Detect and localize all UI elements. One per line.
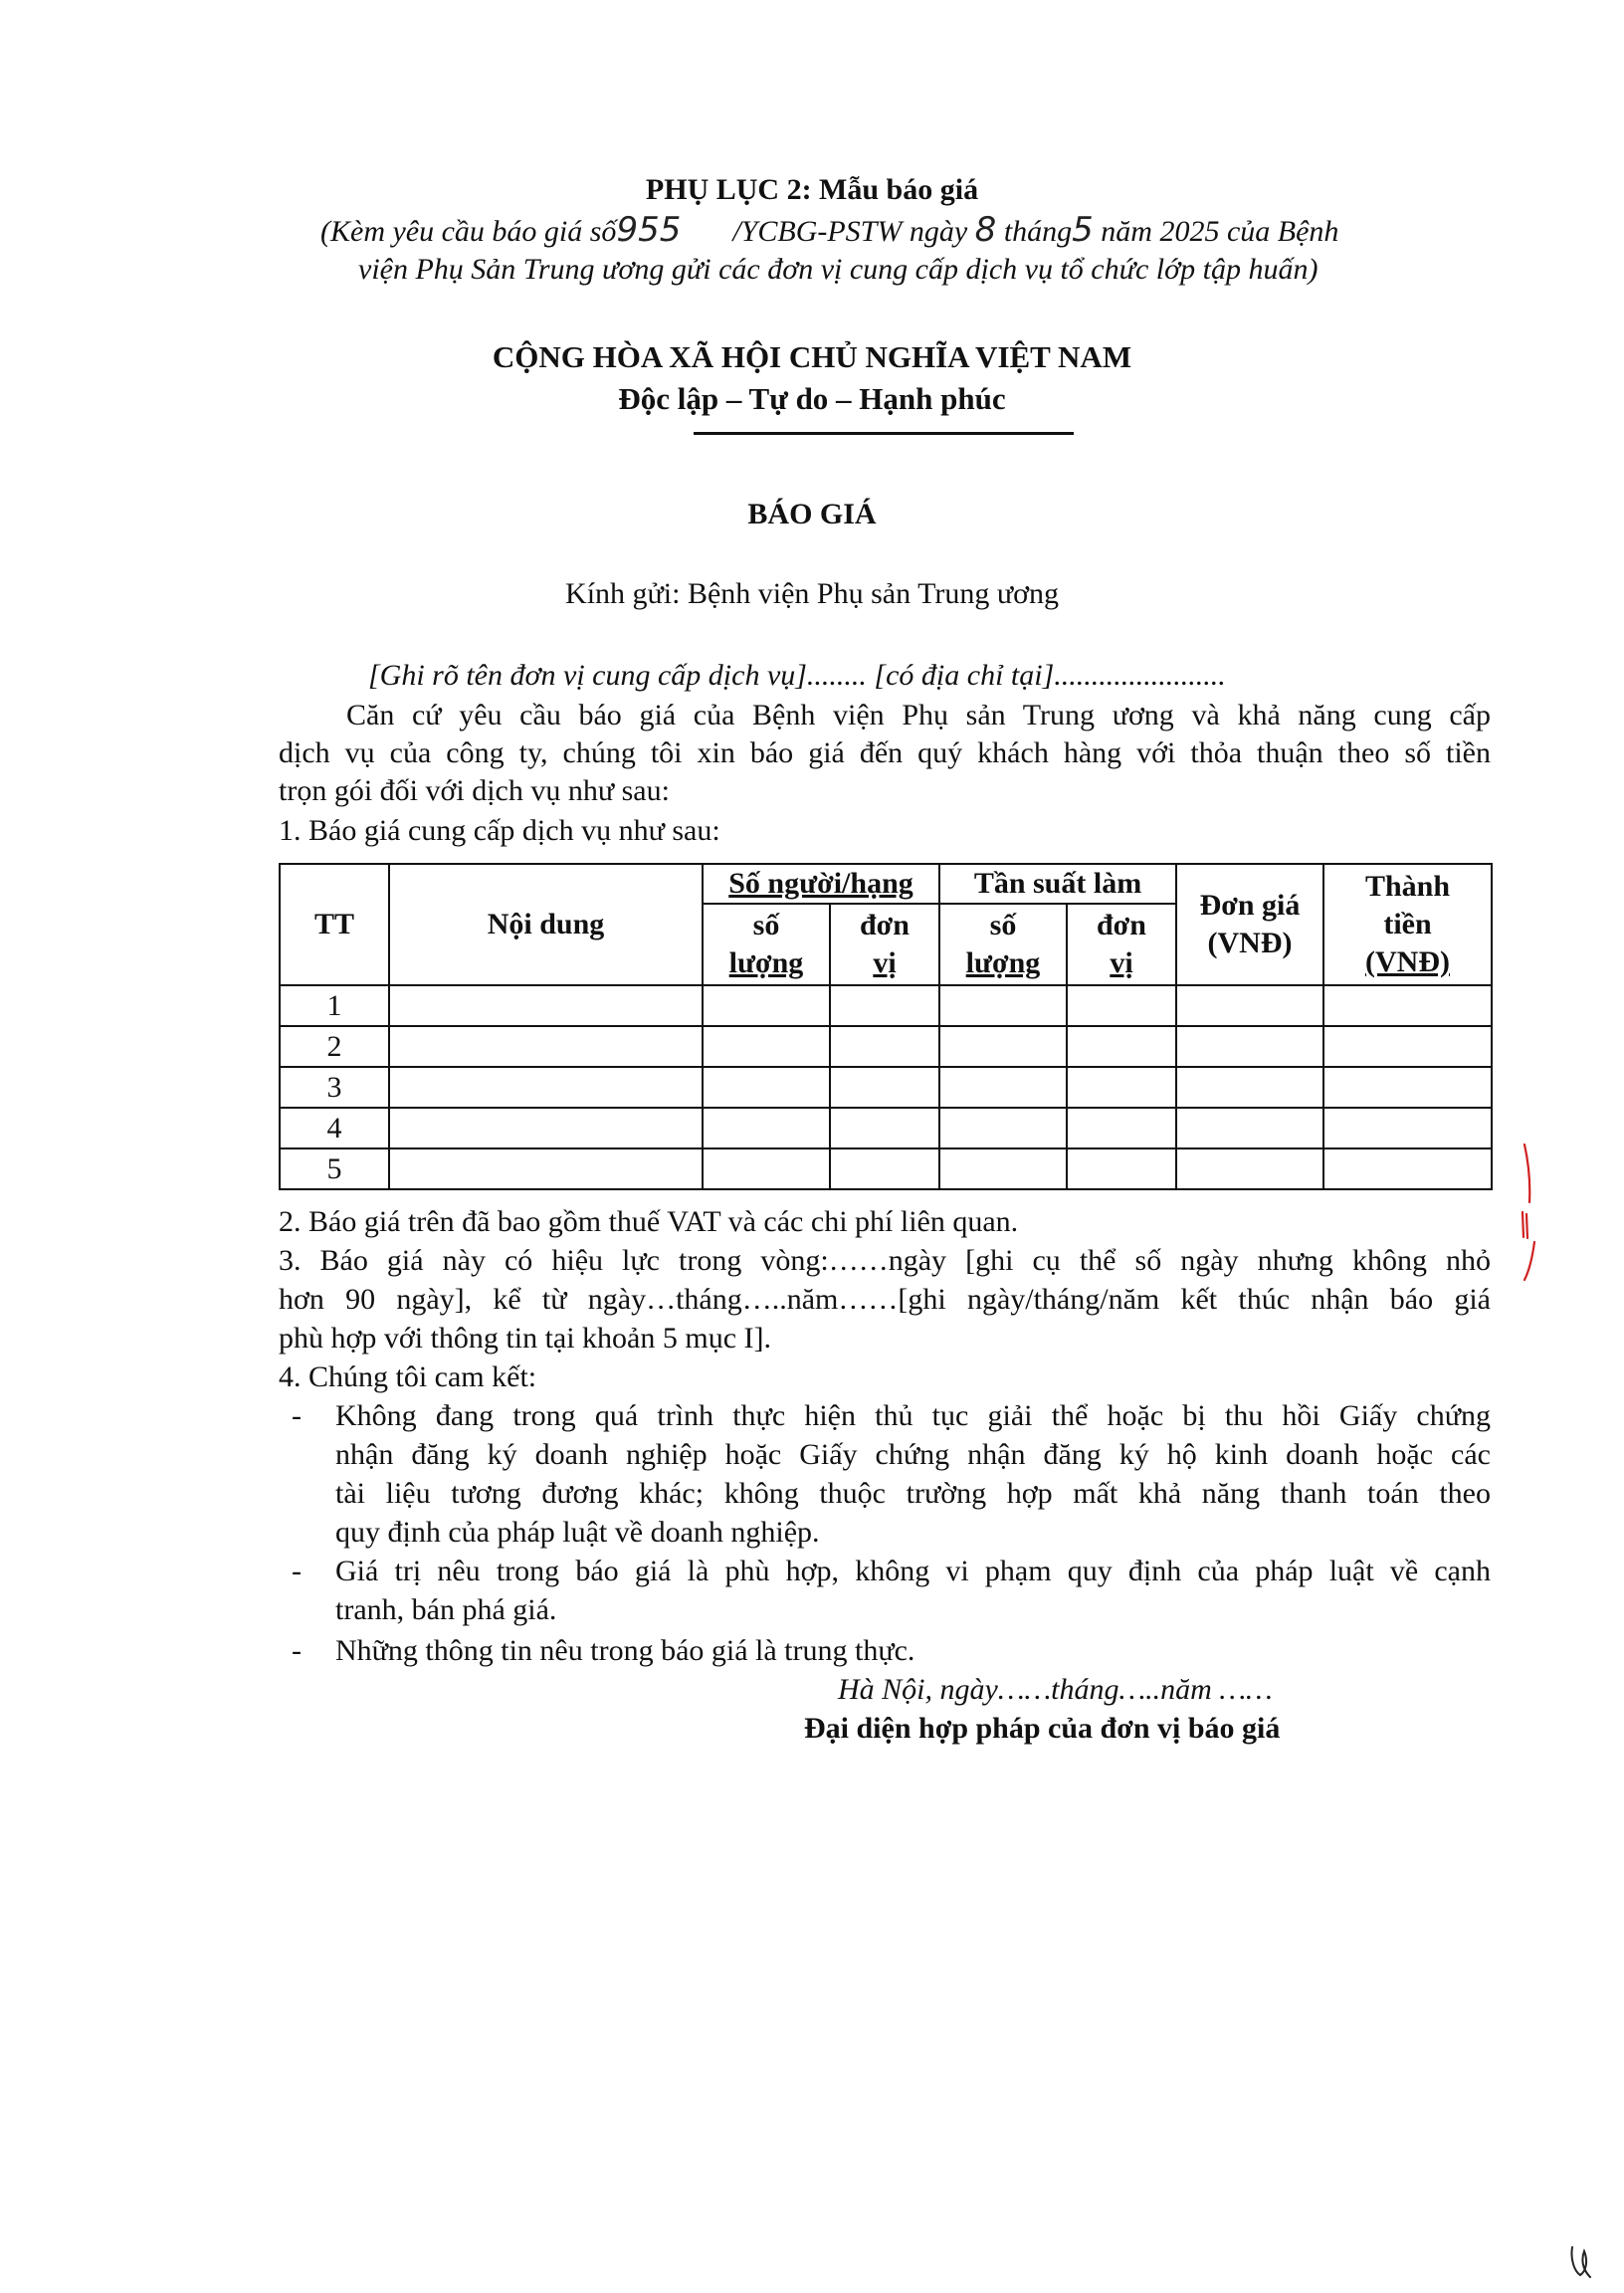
people-quantity-a: số — [752, 909, 780, 941]
bullet-dash: - — [292, 1634, 302, 1667]
national-motto: Độc lập – Tự do – Hạnh phúc — [618, 381, 1006, 416]
table-cell — [703, 985, 830, 1026]
table-cell — [830, 1026, 939, 1067]
unit-price-label-b: (VNĐ) — [1207, 927, 1293, 959]
row-number: 1 — [280, 985, 389, 1026]
table-row — [280, 985, 1492, 1026]
total-label-a: Thành — [1364, 870, 1451, 903]
table-cell — [939, 1108, 1067, 1148]
subtitle-part-a: (Kèm yêu cầu báo giá số — [320, 215, 617, 248]
total-label-c: (VNĐ) — [1365, 945, 1450, 978]
table-cell — [389, 1108, 703, 1148]
table-cell — [1323, 985, 1492, 1026]
table-cell — [389, 1026, 703, 1067]
subtitle-part-c: tháng — [1003, 215, 1073, 248]
people-unit-b: vị — [873, 946, 897, 979]
signature-title: Đại diện hợp pháp của đơn vị báo giá — [804, 1712, 1281, 1745]
table-row — [280, 1026, 1492, 1067]
handwritten-initial-mark — [1564, 2241, 1604, 2281]
table-cell — [389, 1148, 703, 1189]
table-cell — [703, 1148, 830, 1189]
table-cell — [1323, 1108, 1492, 1148]
table-cell — [1067, 1108, 1176, 1148]
bullet-dash: - — [292, 1399, 302, 1432]
unit-price-label-a: Đơn giá — [1199, 889, 1301, 922]
total-label-b: tiền — [1383, 908, 1432, 940]
header-content: Nội dung — [389, 864, 703, 985]
appendix-title: PHỤ LỤC 2: Mẫu báo giá — [645, 173, 979, 206]
frequency-quantity-a: số — [989, 909, 1017, 941]
header-tt: TT — [280, 864, 389, 985]
appendix-subtitle-line2: viện Phụ Sản Trung ương gửi các đơn vị cung cấp dịch vụ tổ chức lớp tập huấn) — [358, 253, 1319, 286]
commitment1-line4: quy định của pháp luật về doanh nghiệp. — [335, 1516, 820, 1549]
row-number: 5 — [280, 1148, 389, 1189]
header-people-quantity — [703, 904, 830, 985]
bullet-dash: - — [292, 1555, 302, 1587]
doc-title: BÁO GIÁ — [747, 498, 877, 530]
section3-line2: hơn 90 ngày], kể từ ngày…tháng…..năm……[ghi ngày/tháng/năm kết thúc nhận báo giá — [279, 1283, 1491, 1316]
commitment1-line3: tài liệu tương đương khác; không thuộc trường hợp mất khả năng thanh toán theo — [335, 1477, 1491, 1510]
table-cell — [1176, 1026, 1323, 1067]
table-cell — [1323, 1026, 1492, 1067]
commitment1-line2: nhận đăng ký doanh nghiệp hoặc Giấy chứng nhận đăng ký hộ kinh doanh hoặc các — [335, 1438, 1491, 1471]
table-cell — [1176, 985, 1323, 1026]
table-cell — [939, 985, 1067, 1026]
table-cell — [830, 1067, 939, 1108]
intro-line3: trọn gói đối với dịch vụ như sau: — [279, 774, 670, 807]
frequency-unit-b: vị — [1110, 946, 1133, 979]
table-cell — [1176, 1108, 1323, 1148]
row-number: 2 — [280, 1026, 389, 1067]
intro-line1: Căn cứ yêu cầu báo giá của Bệnh viện Phụ sản Trung ương và khả năng cung cấp — [346, 699, 1491, 731]
commitment1-line1: Không đang trong quá trình thực hiện thủ tục giải thể hoặc bị thu hồi Giấy chứng — [335, 1399, 1491, 1432]
commitment2-line1: Giá trị nêu trong báo giá là phù hợp, không vi phạm quy định của pháp luật về cạnh — [335, 1555, 1491, 1587]
table-cell — [389, 1067, 703, 1108]
section4-heading: 4. Chúng tôi cam kết: — [279, 1360, 537, 1393]
table-cell — [703, 1026, 830, 1067]
row-number: 3 — [280, 1067, 389, 1108]
table-cell — [1067, 1067, 1176, 1108]
signature-place-date: Hà Nội, ngày……tháng…..năm …… — [838, 1673, 1273, 1706]
handwritten-number: 955 — [616, 210, 682, 250]
national-title: CỘNG HÒA XÃ HỘI CHỦ NGHĨA VIỆT NAM — [492, 339, 1132, 374]
handwritten-day: 8 — [974, 210, 997, 250]
header-people-group — [703, 864, 939, 904]
handwritten-month: 5 — [1072, 210, 1094, 250]
table-cell — [703, 1108, 830, 1148]
red-pen-mark — [1513, 1143, 1542, 1282]
table-cell — [1067, 1148, 1176, 1189]
subtitle-part-b: /YCBG-PSTW ngày — [732, 215, 968, 248]
table-cell — [389, 985, 703, 1026]
recipient-line: Kính gửi: Bệnh viện Phụ sản Trung ương — [565, 577, 1059, 610]
header-people-label: Số người/hạng — [728, 867, 914, 900]
table-row — [280, 1148, 1492, 1189]
table-cell — [939, 1026, 1067, 1067]
intro-line2: dịch vụ của công ty, chúng tôi xin báo giá đến quý khách hàng với thỏa thuận theo số tiền — [279, 736, 1491, 769]
section3-line3: phù hợp với thông tin tại khoản 5 mục I]. — [279, 1322, 771, 1355]
subtitle-part-d: năm 2025 của Bệnh — [1101, 215, 1339, 248]
table-cell — [830, 1148, 939, 1189]
frequency-unit-a: đơn — [1097, 909, 1146, 941]
header-total — [1323, 864, 1492, 985]
appendix-subtitle-line1 — [320, 211, 1338, 251]
table-cell — [939, 1148, 1067, 1189]
header-frequency-group: Tần suất làm — [939, 864, 1176, 904]
header-people-unit — [830, 904, 939, 985]
commitment3-line1: Những thông tin nêu trong báo giá là trung thực. — [335, 1634, 915, 1667]
header-unit-price — [1176, 864, 1323, 985]
section3-line1: 3. Báo giá này có hiệu lực trong vòng:……ngày [ghi cụ thể số ngày nhưng không nhỏ — [279, 1244, 1491, 1277]
section2-text: 2. Báo giá trên đã bao gồm thuế VAT và các chi phí liên quan. — [279, 1205, 1019, 1238]
quote-table — [279, 863, 1493, 1190]
people-quantity-b: lượng — [728, 946, 804, 979]
supplier-line: [Ghi rõ tên đơn vị cung cấp dịch vụ]........ [có địa chỉ tại]....................... — [368, 659, 1226, 692]
people-unit-a: đơn — [860, 909, 910, 941]
header-frequency-quantity — [939, 904, 1067, 985]
section1-heading: 1. Báo giá cung cấp dịch vụ như sau: — [279, 814, 720, 847]
table-row — [280, 1067, 1492, 1108]
table-cell — [1067, 1026, 1176, 1067]
table-cell — [1323, 1148, 1492, 1189]
table-row — [280, 1108, 1492, 1148]
table-cell — [703, 1067, 830, 1108]
table-cell — [939, 1067, 1067, 1108]
table-cell — [1323, 1067, 1492, 1108]
table-cell — [830, 1108, 939, 1148]
table-cell — [1176, 1067, 1323, 1108]
table-cell — [830, 985, 939, 1026]
table-cell — [1067, 985, 1176, 1026]
row-number: 4 — [280, 1108, 389, 1148]
frequency-quantity-b: lượng — [965, 946, 1041, 979]
motto-underline — [694, 432, 1074, 435]
header-frequency-unit — [1067, 904, 1176, 985]
table-cell — [1176, 1148, 1323, 1189]
commitment2-line2: tranh, bán phá giá. — [335, 1593, 557, 1626]
